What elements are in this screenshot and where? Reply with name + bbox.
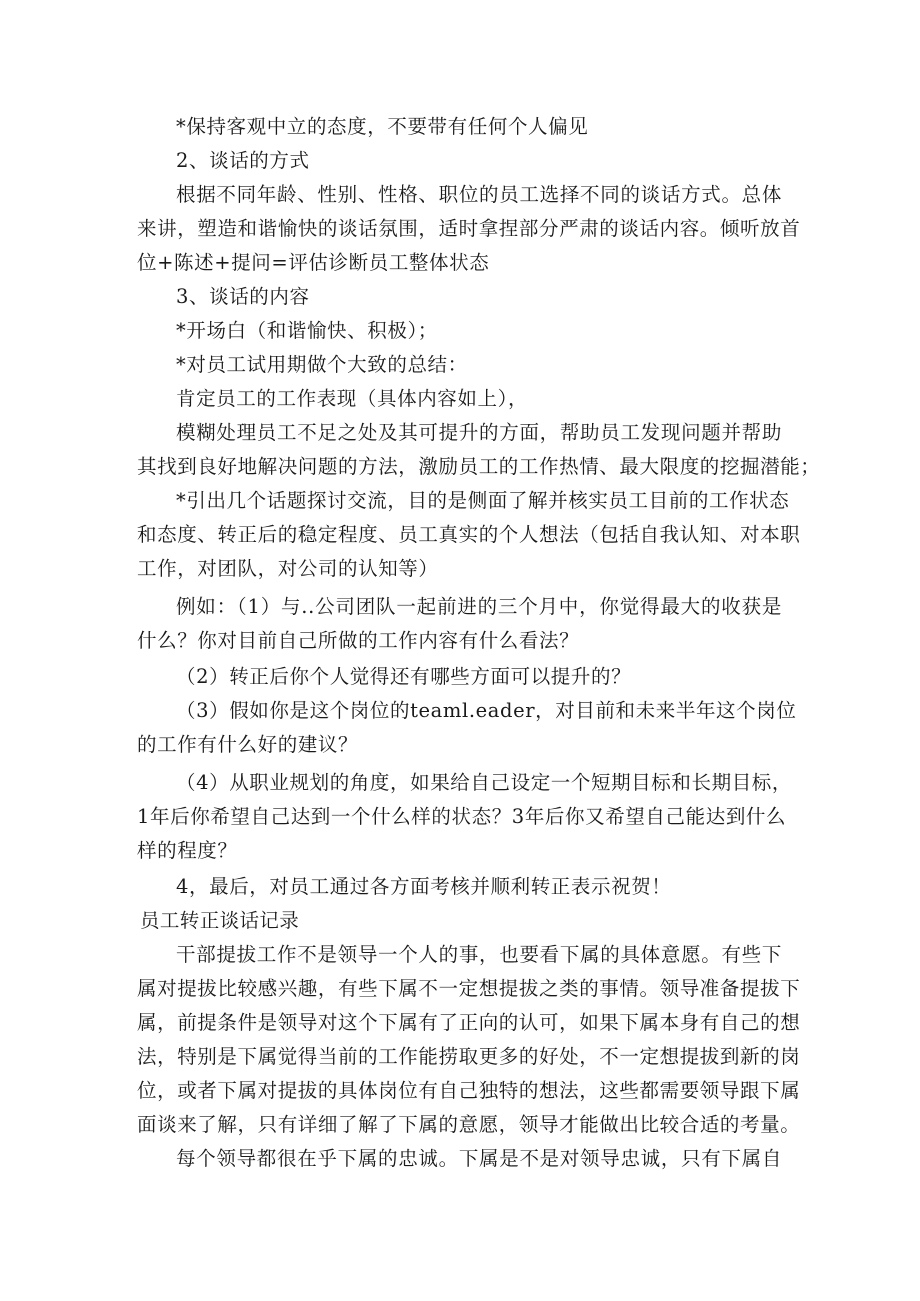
text-line: *开场白（和谐愉快、积极）； <box>176 319 438 342</box>
text-line: 什么？你对目前自己所做的工作内容有什么看法？ <box>137 629 580 652</box>
text-line: （3）假如你是这个岗位的teaml.eader，对目前和未来半年这个岗位 <box>176 699 797 722</box>
text-line: 法，特别是下属觉得当前的工作能捞取更多的好处，不一定想提拔到新的岗 <box>137 1045 801 1068</box>
text-line: *对员工试用期做个大致的总结： <box>176 353 468 376</box>
section-heading: 3、谈话的内容 <box>176 285 310 308</box>
text-line: 的工作有什么好的建议？ <box>137 733 359 756</box>
text-line: 属对提拔比较感兴趣，有些下属不一定想提拔之类的事情。领导准备提拔下 <box>137 977 801 1000</box>
text-line: 1年后你希望自己达到一个什么样的状态？3年后你又希望自己能达到什么 <box>137 805 787 828</box>
text-line: 模糊处理员工不足之处及其可提升的方面，帮助员工发现问题并帮助 <box>176 421 782 444</box>
text-line: 每个领导都很在乎下属的忠诚。下属是不是对领导忠诚，只有下属自 <box>176 1147 782 1170</box>
text-line: 位，或者下属对提拔的具体岗位有自己独特的想法，这些都需要领导跟下属 <box>137 1079 801 1102</box>
text-line: 样的程度？ <box>137 839 238 862</box>
text-line: *引出几个话题探讨交流，目的是侧面了解并核实员工目前的工作状态 <box>176 489 790 512</box>
text-line: 4，最后，对员工通过各方面考核并顺利转正表示祝贺！ <box>176 875 672 898</box>
text-line: （4）从职业规划的角度，如果给自己设定一个短期目标和长期目标， <box>176 771 793 794</box>
text-line: 位+陈述+提问=评估诊断员工整体状态 <box>137 251 490 274</box>
text-line: （2）转正后你个人觉得还有哪些方面可以提升的？ <box>176 665 632 688</box>
text-line: 和态度、转正后的稳定程度、员工真实的个人想法（包括自我认知、对本职 <box>137 523 801 546</box>
text-line: 肯定员工的工作表现（具体内容如上）， <box>176 387 529 410</box>
text-line: 面谈来了解，只有详细了解了下属的意愿，领导才能做出比较合适的考量。 <box>137 1113 801 1136</box>
text-line: 来讲，塑造和谐愉快的谈话氛围，适时拿捏部分严肃的谈话内容。倾听放首 <box>137 217 801 240</box>
text-line: 干部提拔工作不是领导一个人的事，也要看下属的具体意愿。有些下 <box>176 943 782 966</box>
text-line: 工作，对团队，对公司的认知等） <box>137 557 439 580</box>
record-title: 员工转正谈话记录 <box>140 909 300 932</box>
text-line: 其找到良好地解决问题的方法，激励员工的工作热情、最大限度的挖掘潜能； <box>137 455 821 478</box>
text-line: 例如：（1）与..公司团队一起前进的三个月中，你觉得最大的收获是 <box>176 595 782 618</box>
text-line: *保持客观中立的态度，不要带有任何个人偏见 <box>176 115 589 138</box>
text-line: 属，前提条件是领导对这个下属有了正向的认可，如果下属本身有自己的想 <box>137 1011 801 1034</box>
text-line: 根据不同年龄、性别、性格、职位的员工选择不同的谈话方式。总体 <box>176 183 782 206</box>
section-heading: 2、谈话的方式 <box>176 149 310 172</box>
